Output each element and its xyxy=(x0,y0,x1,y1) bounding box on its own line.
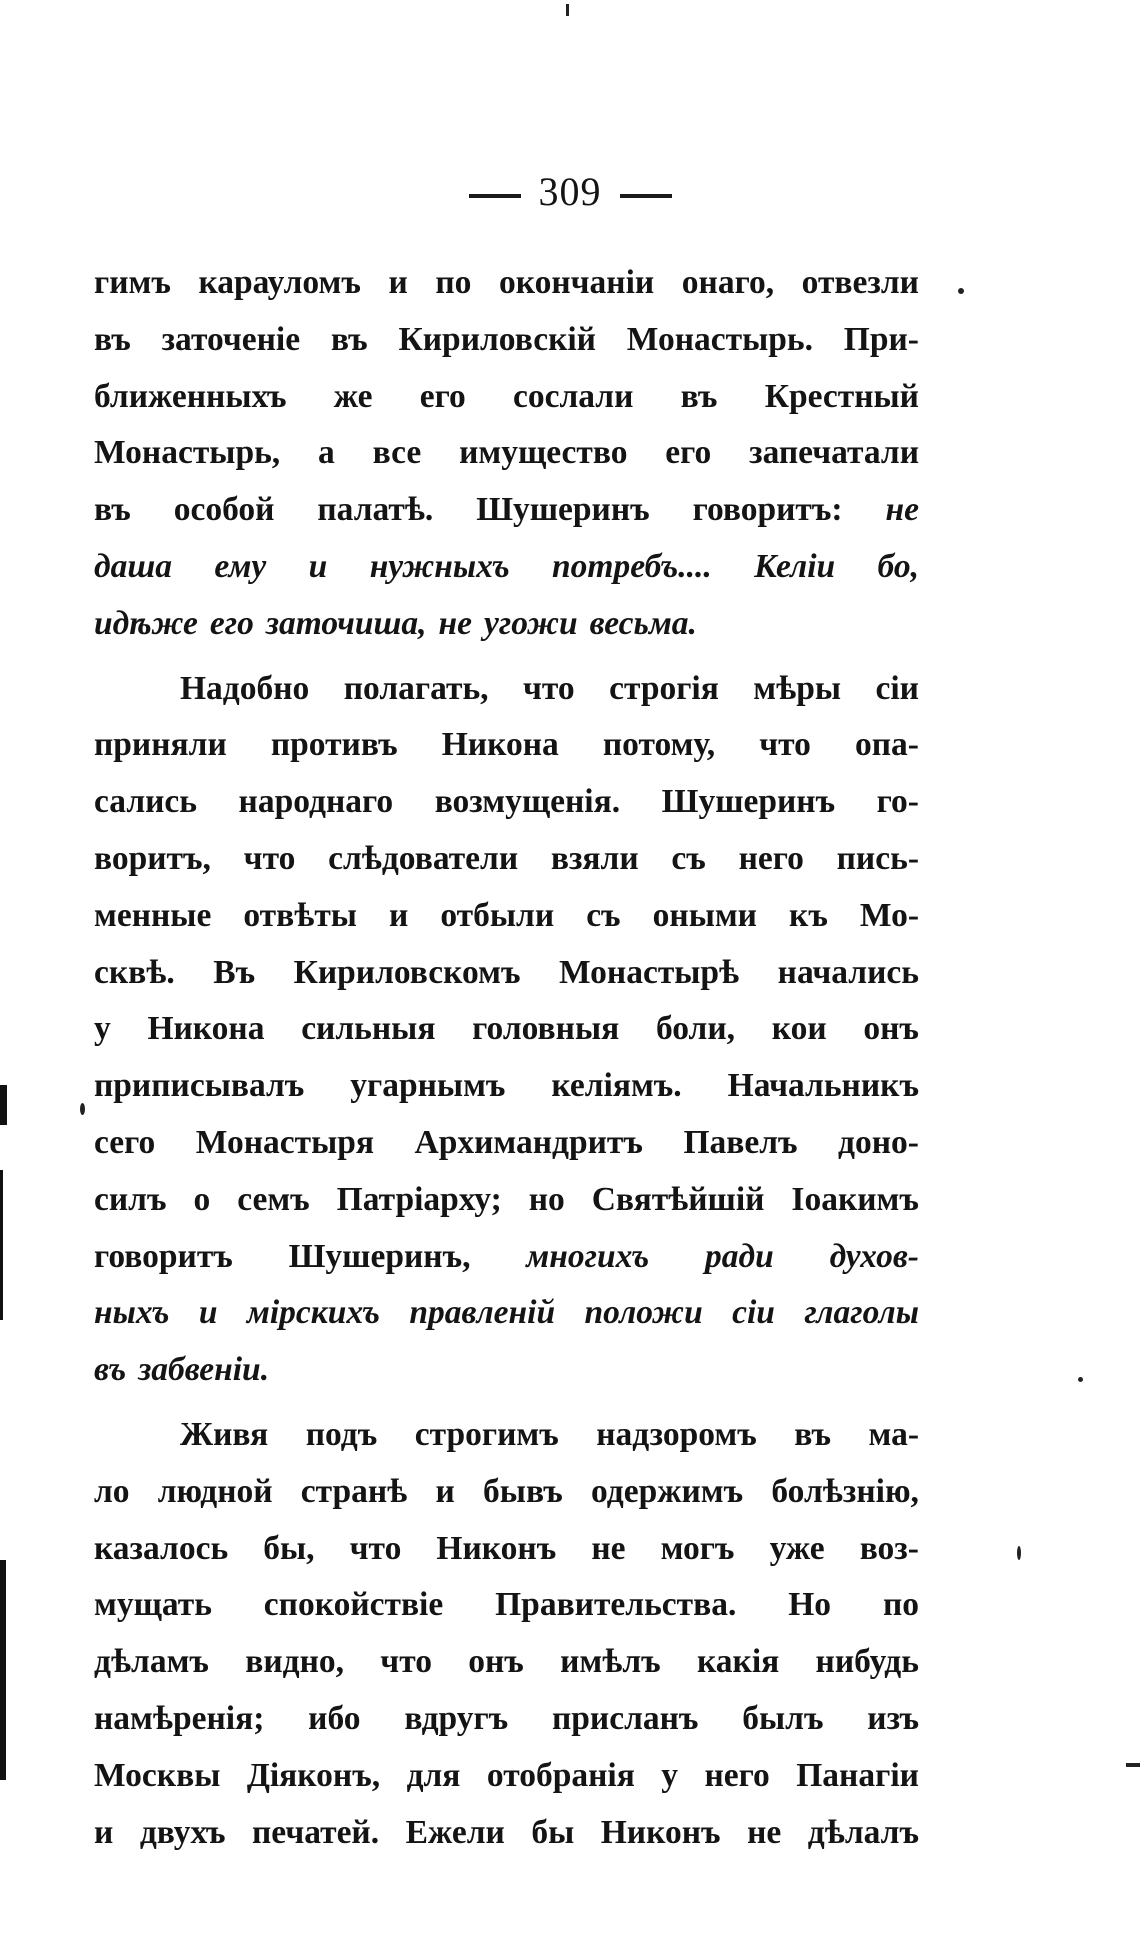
text-line xyxy=(94,1521,919,1578)
word: идѣже xyxy=(94,604,198,642)
word: опа- xyxy=(854,726,919,764)
word: даша xyxy=(94,547,173,585)
word: ло xyxy=(94,1472,130,1510)
text-line xyxy=(94,312,919,369)
word: и xyxy=(435,1472,455,1510)
word: Панагіи xyxy=(796,1756,919,1794)
word: Кириловскомъ xyxy=(293,953,521,991)
text-line xyxy=(94,255,919,312)
text-line xyxy=(94,1634,919,1691)
word: ради xyxy=(704,1237,774,1275)
word: Никонъ xyxy=(600,1813,721,1851)
text-line xyxy=(94,888,919,945)
word: Мо- xyxy=(859,896,919,934)
text-line xyxy=(94,661,919,718)
header-dash-right xyxy=(620,194,672,198)
text-line xyxy=(94,1464,919,1521)
text-line xyxy=(94,1285,919,1342)
word: Кириловскій xyxy=(398,320,596,358)
word: для xyxy=(406,1756,461,1794)
word: сіи xyxy=(732,1294,775,1332)
word: не xyxy=(747,1813,782,1851)
text-line xyxy=(94,774,919,831)
word: Никона xyxy=(441,726,559,764)
word: сквѣ. xyxy=(94,953,175,991)
word: воритъ, xyxy=(94,839,211,877)
word: угожи xyxy=(483,604,578,642)
word: заточеніе xyxy=(161,320,301,358)
word: го- xyxy=(876,783,919,821)
word: строгимъ xyxy=(414,1415,559,1453)
word: келіямъ. xyxy=(551,1067,682,1105)
word: что xyxy=(380,1643,432,1681)
word: ему xyxy=(214,547,267,585)
text-line xyxy=(94,1115,919,1172)
text-line xyxy=(94,1172,919,1229)
word: народнаго xyxy=(238,783,394,821)
text-line xyxy=(94,1407,919,1464)
word: что xyxy=(349,1529,402,1567)
word: Никона xyxy=(147,1010,265,1048)
scan-edge-mark xyxy=(0,1560,6,1780)
word: глаголы xyxy=(804,1294,919,1332)
word: заточиша, xyxy=(265,604,427,642)
word: Но xyxy=(788,1586,832,1624)
word: Надобно xyxy=(180,669,310,707)
word: угарнымъ xyxy=(350,1067,506,1105)
word: бо, xyxy=(877,547,919,585)
word: онаго, xyxy=(681,264,775,301)
text-line xyxy=(94,1805,919,1862)
word: ма- xyxy=(868,1415,919,1453)
word: Шушеринъ xyxy=(476,491,650,529)
word: людной xyxy=(157,1472,273,1510)
word: въ xyxy=(680,377,718,415)
word: бывъ xyxy=(483,1472,563,1510)
word: по xyxy=(435,264,472,301)
word: а xyxy=(318,434,335,472)
word: его xyxy=(209,604,254,642)
word: въ xyxy=(330,320,368,358)
word: потому, xyxy=(602,726,716,764)
word: и xyxy=(389,896,409,934)
word: печатей. xyxy=(252,1813,380,1851)
word: съ xyxy=(671,839,706,877)
word: сего xyxy=(94,1123,156,1161)
word: могъ xyxy=(660,1529,735,1567)
text-line xyxy=(94,1691,919,1748)
word: странѣ xyxy=(300,1472,408,1510)
word: къ xyxy=(789,896,828,934)
word: полагать, xyxy=(343,669,489,707)
word: ныхъ xyxy=(94,1294,170,1332)
word: Никонъ xyxy=(436,1529,557,1567)
scan-edge-mark xyxy=(0,1085,7,1125)
word: приписывалъ xyxy=(94,1067,305,1105)
text-line xyxy=(94,425,919,482)
word: запечатали xyxy=(749,434,919,472)
word: его xyxy=(419,377,466,415)
paragraph-gap xyxy=(94,1399,919,1407)
text-line xyxy=(94,596,919,653)
word: вдругъ xyxy=(404,1699,509,1737)
page-header xyxy=(0,168,1140,215)
word: же xyxy=(333,377,373,415)
word: бы xyxy=(531,1813,575,1851)
word: не xyxy=(591,1529,626,1567)
word: видно, xyxy=(245,1643,345,1681)
word: ближенныхъ xyxy=(94,377,287,415)
text-line xyxy=(94,482,919,539)
word: что xyxy=(522,669,575,707)
word: особой xyxy=(173,491,275,529)
word: семъ xyxy=(237,1180,310,1218)
word: противъ xyxy=(270,726,398,764)
word: головныя xyxy=(472,1010,620,1048)
word: сіи xyxy=(875,669,919,707)
word: изъ xyxy=(867,1699,919,1737)
word: Павелъ xyxy=(683,1123,798,1161)
word: и xyxy=(198,1294,218,1332)
word: гимъ xyxy=(94,264,171,301)
word: онъ xyxy=(863,1010,919,1048)
header-dash-left xyxy=(469,194,521,198)
word: мірскихъ xyxy=(246,1294,380,1332)
word: Келіи xyxy=(754,547,836,585)
word: что xyxy=(759,726,811,764)
word: палатѣ. xyxy=(317,491,434,529)
word: нужныхъ xyxy=(369,547,510,585)
word: говоритъ xyxy=(94,1237,233,1275)
word: отбыли xyxy=(440,896,555,934)
word: Монастыря xyxy=(195,1123,375,1161)
scan-speck xyxy=(1126,1763,1140,1767)
word: у xyxy=(94,1010,111,1048)
text-line xyxy=(94,1342,919,1399)
word: не xyxy=(885,491,919,529)
word: и xyxy=(388,264,408,301)
word: него xyxy=(738,839,804,877)
word: дѣлалъ xyxy=(807,1813,919,1851)
word: Москвы xyxy=(94,1756,221,1794)
word: въ xyxy=(94,491,131,529)
word: отвѣты xyxy=(243,896,357,934)
word: Шушеринъ xyxy=(661,783,836,821)
word: Правительства. xyxy=(495,1586,737,1624)
word: въ xyxy=(94,1351,127,1389)
word: возмущенія. xyxy=(434,783,621,821)
word: болѣзнію, xyxy=(771,1472,919,1510)
word: него xyxy=(704,1756,770,1794)
word: Патріарху; xyxy=(336,1180,502,1218)
word: намѣренія; xyxy=(94,1699,265,1737)
word: правленій xyxy=(409,1294,556,1332)
word: Святѣйшій xyxy=(591,1180,765,1218)
word: уже xyxy=(769,1529,825,1567)
word: въ xyxy=(94,320,131,358)
word: былъ xyxy=(742,1699,824,1737)
word: сослали xyxy=(512,377,634,415)
word: начались xyxy=(777,953,919,991)
word: приняли xyxy=(94,726,227,764)
word: весьма. xyxy=(589,604,697,642)
word: строгія xyxy=(609,669,719,707)
scan-speck xyxy=(80,1103,85,1115)
word: мущать xyxy=(94,1586,212,1624)
word: его xyxy=(665,434,712,472)
word: но xyxy=(528,1180,565,1218)
text-line xyxy=(94,369,919,426)
word: доно- xyxy=(838,1123,919,1161)
word: окончаніи xyxy=(498,264,655,301)
word: Крестный xyxy=(764,377,919,415)
word: имѣлъ xyxy=(560,1643,661,1681)
word: Іоакимъ xyxy=(791,1180,919,1218)
word: дѣламъ xyxy=(94,1643,209,1681)
text-line xyxy=(94,1229,919,1286)
word: Въ xyxy=(213,953,256,991)
word: взяли xyxy=(550,839,639,877)
paragraph-gap xyxy=(94,653,919,661)
word: и xyxy=(308,547,328,585)
text-line xyxy=(94,1748,919,1805)
word: сильныя xyxy=(301,1010,436,1048)
word: менные xyxy=(94,896,212,934)
scan-speck xyxy=(958,288,964,294)
text-line xyxy=(94,1577,919,1634)
word: какія xyxy=(696,1643,780,1681)
word: Монастырь, xyxy=(94,434,281,472)
word: у xyxy=(661,1756,679,1794)
word: мѣры xyxy=(753,669,842,707)
word: кои xyxy=(771,1010,827,1048)
word: двухъ xyxy=(139,1813,226,1851)
word: потребъ.... xyxy=(552,547,712,585)
text-line xyxy=(94,717,919,774)
word: воз- xyxy=(859,1529,919,1567)
word: что xyxy=(243,839,296,877)
word: не xyxy=(438,604,472,642)
word: все xyxy=(372,434,422,472)
body-text xyxy=(94,255,919,1861)
word: въ xyxy=(794,1415,832,1453)
word: Діяконъ, xyxy=(246,1756,381,1794)
word: о xyxy=(193,1180,211,1218)
word: надзоромъ xyxy=(596,1415,757,1453)
word: подъ xyxy=(305,1415,378,1453)
word: положи xyxy=(584,1294,703,1332)
word: Живя xyxy=(180,1415,269,1453)
word: говоритъ: xyxy=(692,491,843,529)
word: боли, xyxy=(655,1010,736,1048)
word: спокойствіе xyxy=(263,1586,444,1624)
word: и xyxy=(94,1813,114,1851)
word: бы, xyxy=(263,1529,315,1567)
word: нибудь xyxy=(815,1643,919,1681)
word: Монастырь. xyxy=(626,320,813,358)
word: ибо xyxy=(308,1699,361,1737)
text-line xyxy=(94,1058,919,1115)
word: имущество xyxy=(459,434,628,472)
scan-speck xyxy=(1078,1377,1083,1382)
word: Ежели xyxy=(405,1813,505,1851)
page-number: 309 xyxy=(538,169,602,214)
text-line xyxy=(94,1001,919,1058)
word: сались xyxy=(94,783,198,821)
word: Архимандритъ xyxy=(414,1123,643,1161)
text-line xyxy=(94,945,919,1002)
word: многихъ xyxy=(526,1237,650,1275)
word: отобранія xyxy=(486,1756,635,1794)
word: пись- xyxy=(836,839,919,877)
word: по xyxy=(882,1586,919,1624)
word: забвеніи. xyxy=(138,1351,270,1389)
scan-edge-mark xyxy=(0,1170,3,1320)
word: казалось xyxy=(94,1529,229,1567)
word: При- xyxy=(843,320,919,358)
word: одержимъ xyxy=(590,1472,744,1510)
word: присланъ xyxy=(551,1699,699,1737)
text-line xyxy=(94,831,919,888)
scan-speck xyxy=(1017,1546,1021,1560)
word: оными xyxy=(652,896,757,934)
scan-speck xyxy=(566,4,569,16)
word: Монастырѣ xyxy=(558,953,740,991)
word: духов- xyxy=(829,1237,919,1275)
word: Шушеринъ, xyxy=(288,1237,471,1275)
word: силъ xyxy=(94,1180,167,1218)
word: слѣдователи xyxy=(328,839,519,877)
text-line xyxy=(94,539,919,596)
word: карауломъ xyxy=(198,264,361,301)
word: онъ xyxy=(468,1643,524,1681)
word: съ xyxy=(586,896,621,934)
word: Начальникъ xyxy=(727,1067,919,1105)
word: отвезли xyxy=(801,264,919,301)
